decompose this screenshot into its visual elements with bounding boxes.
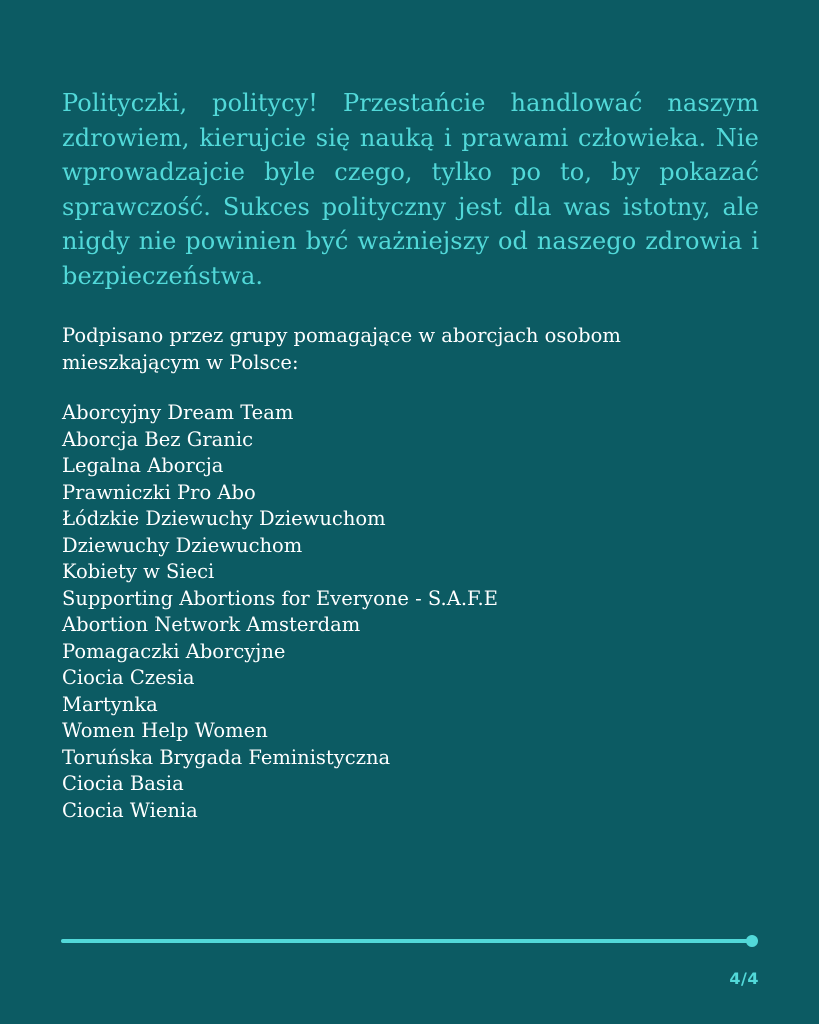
divider-dot: [746, 935, 758, 947]
list-item: Prawniczki Pro Abo: [62, 480, 256, 504]
list-item: Aborcja Bez Granic: [62, 427, 254, 451]
list-item: Legalna Aborcja: [62, 454, 224, 477]
list-item: Women Help Women: [62, 719, 268, 742]
signed-intro: Podpisano przez grupy pomagające w aborcjach osobom mieszkającym w Polsce:: [62, 324, 621, 374]
list-item: Kobiety w Sieci: [62, 560, 215, 583]
list-item: Supporting Abortions for Everyone - S.A.F.E: [62, 586, 498, 610]
list-item: Aborcyjny Dream Team: [62, 401, 294, 424]
signers-list: [62, 400, 498, 824]
list-item: Ciocia Basia: [62, 772, 184, 795]
list-item: Ciocia Wienia: [62, 798, 198, 822]
divider-line: [61, 939, 750, 943]
list-item: Łódzkie Dziewuchy Dziewuchom: [62, 507, 386, 530]
list-item: Martynka: [62, 692, 158, 716]
list-item: Abortion Network Amsterdam: [62, 613, 361, 636]
list-item: Ciocia Czesia: [62, 666, 195, 689]
page-number: 4/4: [729, 969, 759, 988]
list-item: Toruńska Brygada Feministyczna: [62, 745, 391, 769]
list-item: Dziewuchy Dziewuchom: [62, 533, 303, 557]
lead-paragraph: Polityczki, politycy! Przestańcie handlować naszym zdrowiem, kierujcie się nauką i prawami człowieka. Nie wprowadzajcie byle czego, tylko po to, by pokazać sprawczość. Sukces polityczny jest dla was istotny, ale nigdy nie powinien być ważniejszy od naszego zdrowia i bezpieczeństwa.: [62, 89, 759, 290]
list-item: Pomagaczki Aborcyjne: [62, 639, 286, 663]
